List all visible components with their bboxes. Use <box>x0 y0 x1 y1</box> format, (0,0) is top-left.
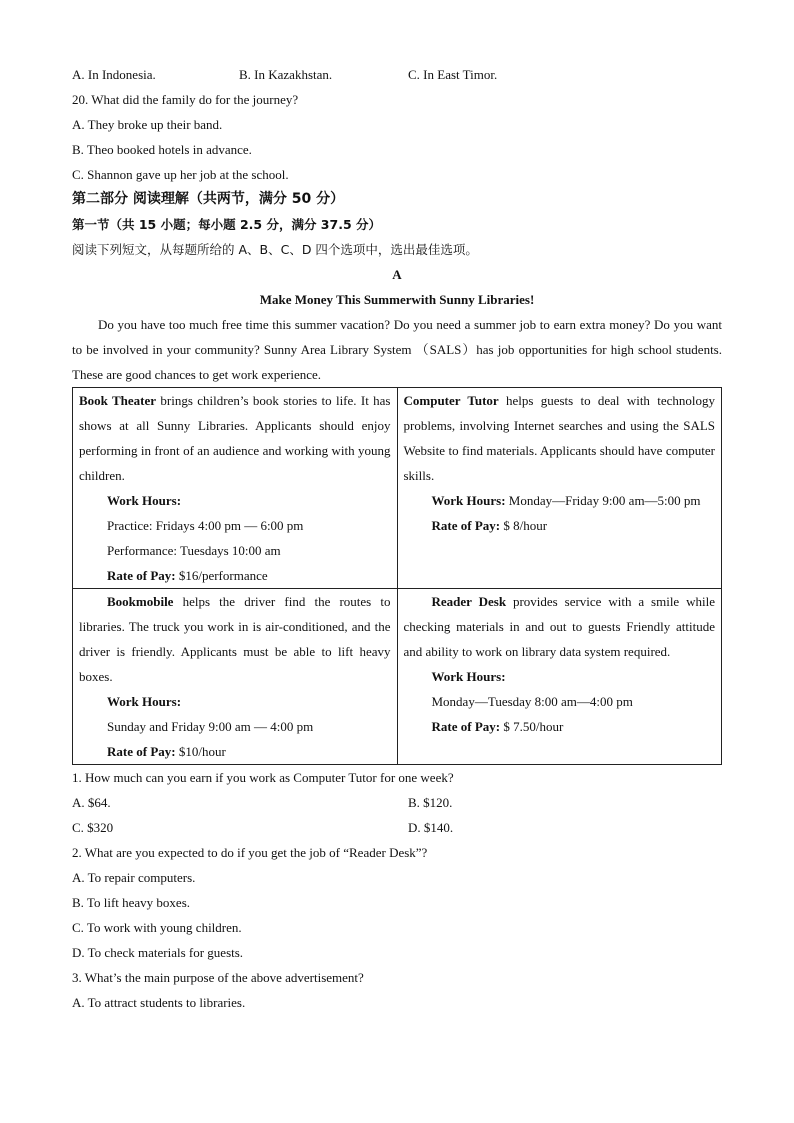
q1-options-row <box>72 790 722 815</box>
q19-option-c: C. In East Timor. <box>408 67 498 82</box>
pay-value: $ 7.50/hour <box>500 719 564 734</box>
job-desc-text: helps guests to deal with technology problems, involving Internet searches and using the SALS Website to find materials. Applicants should have computer skills. <box>403 393 715 483</box>
jobs-table-row <box>73 388 722 589</box>
q1-option-b: B. $120. <box>408 795 453 810</box>
work-hours-line: Sunday and Friday 9:00 am — 4:00 pm <box>107 719 314 734</box>
job-desc-text: provides service with a smile while checking materials in and out to guests Friendly attitude and ability to work on library data system required. <box>403 594 715 659</box>
q2-option-a: A. To repair computers. <box>72 870 196 885</box>
rate-of-pay <box>79 563 391 588</box>
pay-label: Rate of Pay: <box>431 719 501 734</box>
job-cell-book-theater <box>73 388 398 589</box>
pay-label: Rate of Pay: <box>107 744 176 759</box>
job-description <box>79 589 391 689</box>
q1-question: 1. How much can you earn if you work as Computer Tutor for one week? <box>72 770 454 785</box>
work-hours-value: Monday—Friday 9:00 am—5:00 pm <box>505 493 701 508</box>
section-title: 第二部分 阅读理解（共两节，满分 50 分） <box>72 191 345 207</box>
rate-of-pay <box>404 513 716 538</box>
work-hours <box>404 488 716 513</box>
pay-label: Rate of Pay: <box>107 568 176 583</box>
job-desc-text: helps the driver find the routes to libraries. The truck you work in is air-conditioned, and the driver is friendly. Applicants must be able to lift heavy boxes. <box>79 594 391 684</box>
exam-page <box>72 62 722 1015</box>
q1-option-a: A. $64. <box>72 795 111 810</box>
q3-option-a: A. To attract students to libraries. <box>72 995 246 1010</box>
pay-value: $16/performance <box>175 568 268 583</box>
q19-options <box>72 62 722 87</box>
passage-intro: Do you have too much free time this summer vacation? Do you need a summer job to earn extra money? Do you want to be involved in your community? Sunny Area Library System （SALS）has job opportunities for high school students. These are good chances to get work experience. <box>72 317 722 382</box>
passage-title: Make Money This Summerwith Sunny Libraries! <box>259 292 535 307</box>
job-name: Computer Tutor <box>403 393 499 408</box>
pay-value: $10/hour <box>175 744 226 759</box>
jobs-table-row <box>73 589 722 765</box>
job-name: Book Theater <box>79 393 157 408</box>
job-cell-computer-tutor <box>397 388 722 589</box>
rate-of-pay <box>79 739 391 764</box>
job-description <box>404 589 716 664</box>
q19-option-a: A. In Indonesia. <box>72 67 156 82</box>
work-hours-label: Work Hours: <box>107 493 182 508</box>
work-hours-line: Practice: Fridays 4:00 pm — 6:00 pm <box>107 518 304 533</box>
q20-option-a: A. They broke up their band. <box>72 117 223 132</box>
q1-option-d: D. $140. <box>408 820 454 835</box>
q19-option-b: B. In Kazakhstan. <box>239 67 333 82</box>
q2-question: 2. What are you expected to do if you get the job of “Reader Desk”? <box>72 845 428 860</box>
q20-option-b: B. Theo booked hotels in advance. <box>72 142 252 157</box>
q1-options-row <box>72 815 722 840</box>
section-instruction: 阅读下列短文，从每题所给的 A、B、C、D 四个选项中，选出最佳选项。 <box>72 242 478 257</box>
job-description <box>404 388 716 488</box>
work-hours-line: Performance: Tuesdays 10:00 am <box>107 543 281 558</box>
work-hours-label: Work Hours: <box>431 493 506 508</box>
q2-option-b: B. To lift heavy boxes. <box>72 895 191 910</box>
jobs-table <box>72 387 722 765</box>
job-description <box>79 388 391 488</box>
q3-question: 3. What’s the main purpose of the above advertisement? <box>72 970 364 985</box>
work-hours-label: Work Hours: <box>431 669 506 684</box>
work-hours-label: Work Hours: <box>107 694 182 709</box>
section-subtitle: 第一节（共 15 小题；每小题 2.5 分，满分 37.5 分） <box>72 217 381 232</box>
q20-option-c: C. Shannon gave up her job at the school. <box>72 167 289 182</box>
q1-option-c: C. $320 <box>72 820 114 835</box>
work-hours-line: Monday—Tuesday 8:00 am—4:00 pm <box>431 694 633 709</box>
pay-value: $ 8/hour <box>500 518 548 533</box>
job-desc-text: brings children’s book stories to life. It has shows at all Sunny Libraries. Applicants should enjoy performing in front of an audience and working with young children. <box>79 393 391 483</box>
q20-question: 20. What did the family do for the journey? <box>72 92 299 107</box>
job-name: Bookmobile <box>107 594 174 609</box>
job-cell-reader-desk <box>397 589 722 765</box>
job-cell-bookmobile <box>73 589 398 765</box>
passage-letter: A <box>392 267 402 282</box>
job-name: Reader Desk <box>431 594 507 609</box>
q2-option-d: D. To check materials for guests. <box>72 945 244 960</box>
pay-label: Rate of Pay: <box>431 518 501 533</box>
q2-option-c: C. To work with young children. <box>72 920 242 935</box>
rate-of-pay <box>404 714 716 739</box>
